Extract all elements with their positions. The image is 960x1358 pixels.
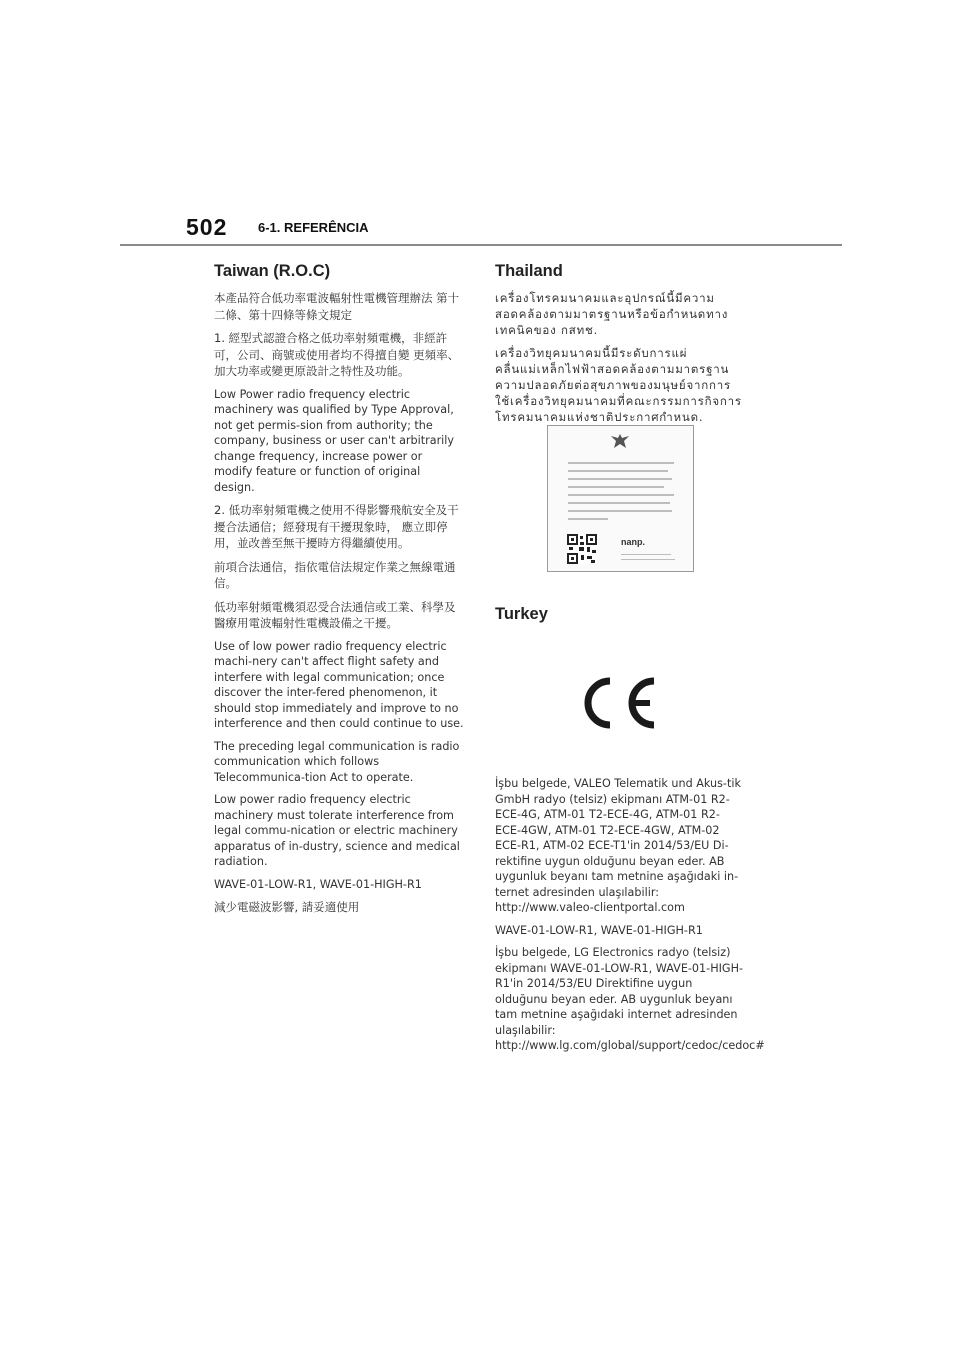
turkey-paragraph: İşbu belgede, LG Electronics radyo (telsiz) ekipmanı WAVE-01-LOW-R1, WAVE-01-HIGH-R1'in 2014/53/EU Direktifine uygun olduğunu beyan eder. AB uygunluk beyanı tam metnine aşağıdaki internet adresinden ulaşılabilir: http://www.lg.com/global/support/cedoc/cedoc# (495, 946, 765, 1052)
turkey-paragraph: İşbu belgede, VALEO Telematik und Akus-tik GmbH radyo (telsiz) ekipmanı ATM-01 R2-ECE-4G, ATM-01 T2-ECE-4G, ATM-01 R2-ECE-4GW, ATM-01 T2-ECE-4GW, ATM-02 ECE-R1, ATM-02 ECE-T1'in 2014/53/EU Di-rektifine uygun olduğunu beyan eder. AB uygunluk beyanı tam metnine aşağıdaki in-ternet adresinden ulaşılabilir: http://www.valeo-clientportal.com (495, 777, 741, 914)
turkey-column (495, 776, 765, 1061)
taiwan-heading: Taiwan (R.O.C) (214, 262, 331, 280)
taiwan-paragraph: 減少電磁波影響, 請妥適使用 (214, 900, 360, 914)
turkey-heading-block (495, 605, 745, 633)
taiwan-paragraph: 低功率射頻電機須忍受合法通信或工業、科學及醫療用電波輻射性電機設備之干擾。 (214, 599, 456, 630)
nbtc-certification-label (547, 425, 694, 572)
thailand-paragraph: เครื่องโทรคมนาคมและอุปกรณ์นี้มีความสอดคล้องตามมาตรฐานหรือข้อกำหนดทางเทคนิคของ กสทช. (495, 291, 729, 337)
section-title: 6-1. REFERÊNCIA (258, 220, 369, 235)
qr-code-icon (567, 534, 597, 564)
taiwan-paragraph: 1. 經型式認證合格之低功率射頻電機，非經許可，公司、商號或使用者均不得擅自變 更頻率、加大功率或變更原設計之特性及功能。 (214, 331, 460, 378)
taiwan-paragraph: Low power radio frequency electric machinery must tolerate interference from legal commu-nication or electric machinery apparatus of in-dustry, science and medical radiation. (214, 793, 460, 868)
turkey-heading: Turkey (495, 605, 548, 623)
turkey-model-numbers: WAVE-01-LOW-R1, WAVE-01-HIGH-R1 (495, 923, 703, 937)
thailand-heading: Thailand (495, 262, 563, 280)
taiwan-paragraph: The preceding legal communication is radio communication which follows Telecommunica-tion Act to operate. (214, 739, 460, 784)
taiwan-paragraph: Low Power radio frequency electric machinery was qualified by Type Approval, not get permis-sion from authority; the company, business or user can't arbitrarily change frequency, increase power or modify feature or function of original design. (214, 387, 455, 494)
ce-mark-icon (576, 673, 662, 733)
taiwan-paragraph: Use of low power radio frequency electric machi-nery can't affect flight safety and interfere with legal communication; once discover the inter-fered phenomenon, it should stop immediately and improve to no interference and then could continue to use. (214, 639, 464, 730)
thailand-paragraph: เครื่องวิทยุคมนาคมนี้มีระดับการแผ่คลื่นแม่เหล็กไฟฟ้าสอดคล้องตามมาตรฐานความปลอดภัยต่อสุขภาพของมนุษย์จากการใช้เครื่องวิทยุคมนาคมที่คณะกรรมการกิจการโทรคมนาคมแห่งชาติประกาศกำหนด. (495, 346, 742, 424)
thailand-column (495, 262, 745, 432)
garuda-emblem-icon (609, 432, 631, 450)
taiwan-paragraph: 前項合法通信，指依電信法規定作業之無線電通信。 (214, 559, 456, 590)
taiwan-paragraph: 2. 低功率射頻電機之使用不得影響飛航安全及干擾合法通信；經發現有干擾現象時， 應立即停用，並改善至無干擾時方得繼續使用。 (214, 503, 459, 550)
nbtc-brand-logo: nanp. (621, 537, 645, 547)
taiwan-paragraph: 本產品符合低功率電波輻射性電機管理辦法 第十二條、第十四條等條文規定 (214, 291, 460, 322)
taiwan-model-numbers: WAVE-01-LOW-R1, WAVE-01-HIGH-R1 (214, 877, 422, 891)
header-divider (120, 244, 842, 246)
taiwan-column (214, 262, 464, 923)
page-number: 502 (186, 214, 228, 240)
